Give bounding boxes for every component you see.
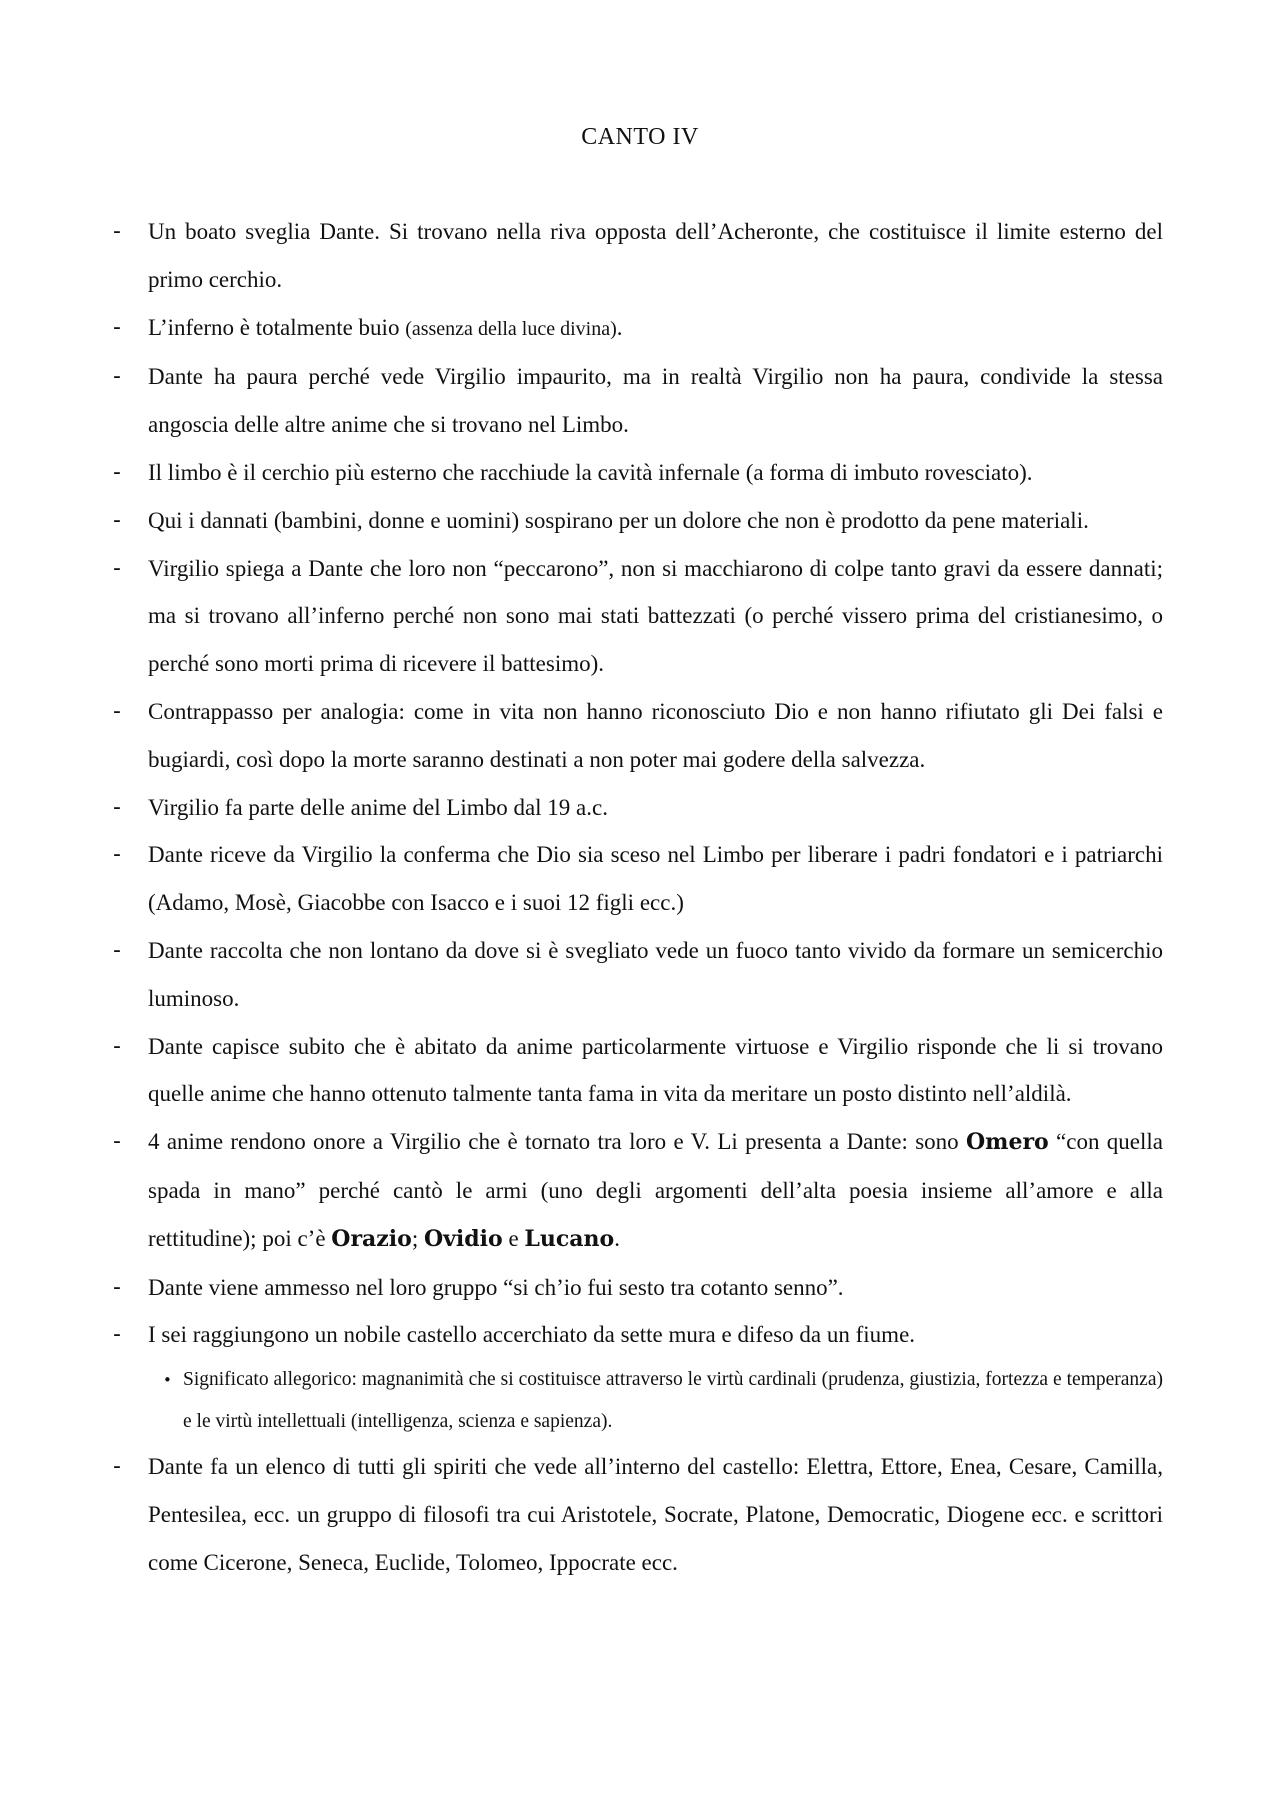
dash-marker: - [113, 1129, 121, 1155]
list-item: - Dante ha paura perché vede Virgilio impaurito, ma in realtà Virgilio non ha paura, condivide la stessa angoscia delle altre anime che si trovano nel Limbo. [113, 353, 1163, 449]
dash-marker: - [113, 507, 121, 533]
inline-note: (assenza della luce divina) [405, 317, 617, 340]
name-omero: Omero [966, 1129, 1049, 1156]
dash-marker: - [113, 555, 121, 581]
dash-marker: - [113, 1322, 121, 1348]
dash-marker: - [113, 937, 121, 963]
list-item: - L’inferno è totalmente buio (assenza della luce divina). [113, 304, 1163, 354]
dash-marker: - [113, 842, 121, 868]
list-item: - Dante fa un elenco di tutti gli spiriti che vede all’interno del castello: Elettra, Ettore, Enea, Cesare, Camilla, Pentesilea, ecc. un gruppo di filosofi tra cui Aristotele, Socrate, Platone, Democratic, Diogene ecc. e scrittori come Cicerone, Seneca, Euclide, Tolomeo, Ippocrate ecc. [113, 1443, 1163, 1586]
list-item: - Qui i dannati (bambini, donne e uomini) sospirano per un dolore che non è prodotto da pene materiali. [113, 497, 1163, 545]
list-item: - Il limbo è il cerchio più esterno che racchiude la cavità infernale (a forma di imbuto rovesciato). [113, 449, 1163, 497]
dash-marker: - [113, 219, 121, 244]
bullet-list [113, 208, 1163, 1587]
dash-marker: - [113, 794, 121, 820]
list-item: - Dante viene ammesso nel loro gruppo “si ch’io fui sesto tra cotanto senno”. [113, 1264, 1163, 1312]
name-lucano: Lucano [524, 1225, 615, 1252]
page-title: CANTO IV [581, 124, 699, 150]
list-item: - Contrappasso per analogia: come in vita non hanno riconosciuto Dio e non hanno rifiutato gli Dei falsi e bugiardi, così dopo la morte saranno destinati a non poter mai godere della salvezza. [113, 688, 1163, 784]
list-item: - Virgilio fa parte delle anime del Limbo dal 19 a.c. [113, 784, 1163, 832]
list-item: - Dante raccolta che non lontano da dove si è svegliato vede un fuoco tanto vivido da formare un semicerchio luminoso. [113, 927, 1163, 1023]
list-item: - 4 anime rendono onore a Virgilio che è tornato tra loro e V. Li presenta a Dante: sono Omero “con quella spada in mano” perché cantò le armi (uno degli argomenti dell’alta poesia insieme all’amore e alla rettitudine); poi c’è Orazio; Ovidio e Lucano. [113, 1118, 1163, 1263]
list-item: - Un boato sveglia Dante. Si trovano nella riva opposta dell’Acheronte, che costituisce il limite esterno del primo cerchio. [113, 208, 1163, 304]
name-orazio: Orazio [331, 1225, 412, 1252]
name-ovidio: Ovidio [423, 1225, 503, 1252]
dash-marker: - [113, 314, 121, 340]
dash-marker: - [113, 459, 121, 485]
sub-list-item: • Significato allegorico: magnanimità che si costituisce attraverso le virtù cardinali (prudenza, giustizia, fortezza e temperanza) e le virtù intellettuali (intelligenza, scienza e sapienza). [113, 1359, 1163, 1443]
list-item: - Dante capisce subito che è abitato da anime particolarmente virtuose e Virgilio risponde che li si trovano quelle anime che hanno ottenuto talmente tanta fama in vita da meritare un posto distinto nell’aldilà. [113, 1023, 1163, 1119]
list-item: - I sei raggiungono un nobile castello accerchiato da sette mura e difeso da un fiume. [113, 1311, 1163, 1359]
list-item: - Virgilio spiega a Dante che loro non “peccarono”, non si macchiarono di colpe tanto gravi da essere dannati; ma si trovano all’inferno perché non sono mai stati battezzati (o perché vissero prima del cristianesimo, o perché sono morti prima di ricevere il battesimo). [113, 545, 1163, 688]
dash-marker: - [113, 698, 121, 724]
list-item: - Dante riceve da Virgilio la conferma che Dio sia sceso nel Limbo per liberare i padri fondatori e i patriarchi (Adamo, Mosè, Giacobbe con Isacco e i suoi 12 figli ecc.) [113, 831, 1163, 927]
dash-marker: - [113, 364, 121, 390]
bullet-marker: • [163, 1371, 172, 1390]
dash-marker: - [113, 1454, 121, 1480]
dash-marker: - [113, 1033, 121, 1059]
dash-marker: - [113, 1274, 121, 1300]
